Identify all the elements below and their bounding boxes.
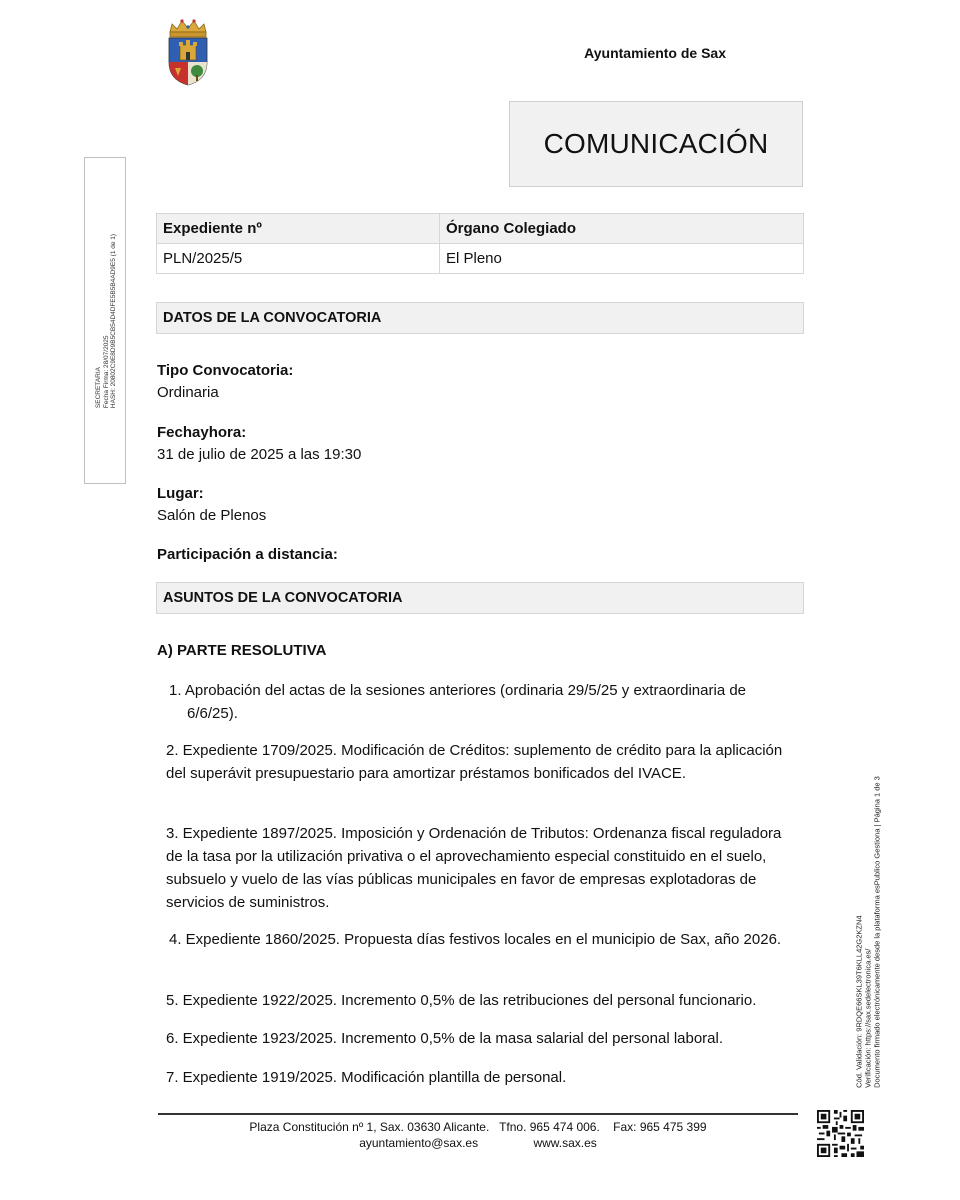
- expediente-value: PLN/2025/5: [157, 244, 440, 274]
- list-item: 5. Expediente 1922/2025. Incremento 0,5% de las retribuciones del personal funcionario.: [166, 992, 757, 1009]
- section-datos-convocatoria: DATOS DE LA CONVOCATORIA: [156, 302, 804, 334]
- list-item: 3. Expediente 1897/2025. Imposición y Ordenación de Tributos: Ordenanza fiscal reguladora de la tasa por la utilización privativa o el aprovechamiento especial constituido en el suelo, subsuelo y vuelo de las vías públicas municipales en favor de empresas explotadoras de servicios de suministros.: [166, 825, 782, 911]
- tipo-convocatoria-value: Ordinaria: [157, 384, 219, 401]
- participacion-distancia-label: Participación a distancia:: [157, 546, 338, 563]
- organo-header: Órgano Colegiado: [440, 214, 804, 244]
- tipo-convocatoria-label: Tipo Convocatoria:: [157, 362, 294, 379]
- stamp-line: Fecha Firma: 28/07/2025: [102, 335, 110, 409]
- parte-resolutiva-title: A) PARTE RESOLUTIVA: [157, 642, 327, 659]
- expediente-header: Expediente nº: [157, 214, 440, 244]
- fechahora-label: Fechayhora:: [157, 424, 247, 441]
- signature-stamp: [84, 157, 126, 484]
- coat-of-arms-logo: [166, 18, 210, 86]
- validation-code: Cód. Validación: 9RDQE66SKL39T6KLL42G2KZN4: [854, 915, 864, 1088]
- qr-code-icon: [817, 1110, 864, 1157]
- list-item: 2. Expediente 1709/2025. Modificación de Créditos: suplemento de crédito para la aplicación del superávit presupuestario para amortizar préstamos bonificados del IVACE.: [166, 742, 783, 782]
- validation-signature-note: Documento firmado electrónicamente desde la plataforma esPublico Gestiona | Página 1 de 3: [872, 776, 882, 1088]
- list-item: 6. Expediente 1923/2025. Incremento 0,5% de la masa salarial del personal laboral.: [166, 1030, 724, 1047]
- footer-email: ayuntamiento@sax.es: [359, 1136, 479, 1150]
- stamp-line: SECRETARIA: [94, 367, 102, 409]
- signature-stamp-text: [95, 234, 118, 408]
- document-type-title: COMUNICACIÓN: [543, 128, 769, 159]
- organo-value: El Pleno: [440, 244, 804, 274]
- footer-website: www.sax.es: [533, 1136, 597, 1150]
- table-header-row: [157, 214, 804, 244]
- list-item: 7. Expediente 1919/2025. Modificación plantilla de personal.: [166, 1069, 567, 1086]
- organization-name: Ayuntamiento de Sax: [584, 45, 726, 61]
- validation-url: Verificación: https://sax.sedelectronica.es/: [863, 948, 873, 1088]
- fechahora-value: 31 de julio de 2025 a las 19:30: [157, 446, 362, 463]
- list-item: 1. Aprobación del actas de la sesiones anteriores (ordinaria 29/5/25 y extraordinaria de 6/6/25).: [169, 682, 747, 722]
- lugar-label: Lugar:: [157, 485, 204, 502]
- table-row: [157, 244, 804, 274]
- stamp-line: HASH: 20802C9E8D9B5CB54D4DFE5B5B4AD9E5 (1 de 1): [109, 233, 117, 409]
- list-item: 4. Expediente 1860/2025. Propuesta días festivos locales en el municipio de Sax, año 2026.: [169, 931, 782, 948]
- footer-contact: [158, 1136, 798, 1150]
- validation-text: [855, 776, 882, 1088]
- footer-address: Plaza Constitución nº 1, Sax. 03630 Alicante. Tfno. 965 474 006. Fax: 965 475 399: [249, 1120, 707, 1134]
- expediente-table: [156, 213, 804, 274]
- document-type-box: [509, 101, 803, 187]
- lugar-value: Salón de Plenos: [157, 507, 267, 524]
- footer-divider: [158, 1113, 798, 1115]
- section-asuntos-convocatoria: ASUNTOS DE LA CONVOCATORIA: [156, 582, 804, 614]
